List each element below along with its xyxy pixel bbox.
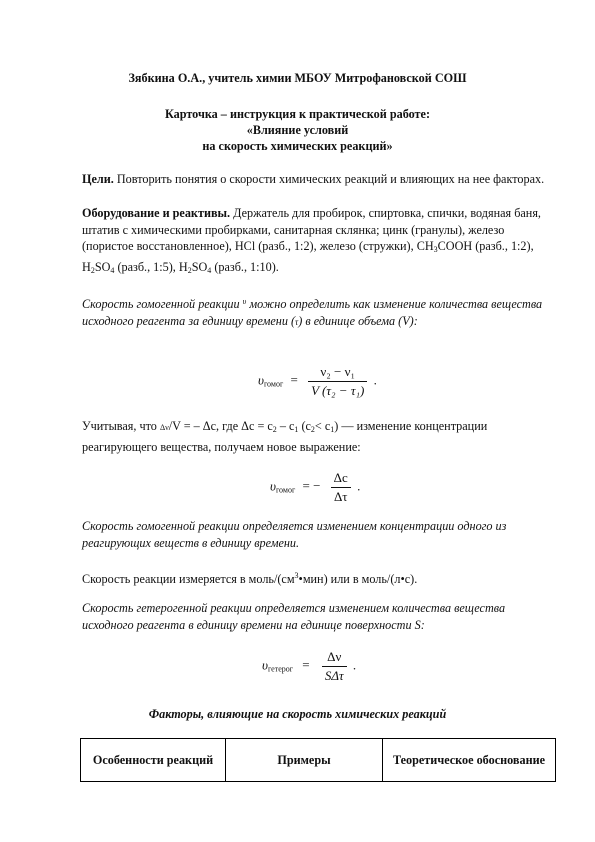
formula2-fraction: $\frac{\Delta c}{\Delta\tau}$: [331, 470, 351, 505]
card-title: Карточка – инструкция к практической работе:: [164, 107, 431, 121]
homogeneous-concentration-statement: Скорость гомогенной реакции определяется изменением концентрации одного из реагирующих веществ в единицу времени.: [82, 519, 507, 550]
author-line: Зябкина О.А., учитель химии МБОУ Митрофановской СОШ: [128, 71, 467, 85]
formula-concentration-rate: $\upsilon_{гомог}$ = − $\frac{\Delta c}{\Delta\tau}$ .: [270, 470, 361, 504]
equipment-label: Оборудование и реактивы.: [82, 206, 231, 220]
column-header-features: Особенности реакций: [81, 739, 226, 782]
velocity-symbol: υ: [242, 297, 247, 306]
factors-table: [80, 738, 556, 782]
goals-text: Повторить понятия о скорости химических реакций и влияющих на нее факторах.: [113, 172, 545, 186]
homogeneous-definition: Скорость гомогенной реакции $^\upsilon$ можно определить как изменение количества вещества исходного реагента за единицу времени (τ) в единице объема (V):: [82, 297, 543, 328]
factors-heading: Факторы, влияющие на скорость химических реакций: [148, 707, 447, 721]
formula-homogeneous-rate: $\upsilon_{гомог}$ = $\frac{\text{ν₂ − ν₁}}{\text{V (τ₂ − τ₁)}}$ .: [258, 364, 377, 398]
equipment-text: Держатель для пробирок, спиртовка, спички, водяная баня, штатив с химическими пробирками, санитарная склянка; цинк (гранулы), железо (пористое восстановленное), HCl (разб., 1:2), железо (стружки), CH: [82, 206, 541, 254]
column-header-examples: Примеры: [226, 739, 383, 782]
formula1-fraction: $\frac{\text{ν₂ − ν₁}}{\text{V (τ₂ − τ₁)}}$: [308, 364, 367, 399]
heterogeneous-definition: Скорость гетерогенной реакции определяется изменением количества вещества исходного реагента в единицу времени на единице поверхности S:: [82, 601, 506, 632]
topic-line-2: на скорость химических реакций»: [202, 139, 393, 153]
column-header-theory: Теоретическое обоснование: [383, 739, 556, 782]
units-statement: Скорость реакции измеряется в моль/$(см^3•мин)$ или в моль/(л•с).: [82, 571, 418, 586]
equipment-paragraph: Оборудование и реактивы. Держатель для пробирок, спиртовка, спички, водяная баня, штатив с химическими пробирками, санитарная склянка; цинк (гранулы), железо (пористое восстановленное), HCl (разб., 1:2), железо (стружки), $CH_3COOH$ (разб., 1:2), $H_2SO_4$ (разб., 1:5), $H_2SO_4$ (разб., 1:10).: [82, 206, 541, 275]
formula-heterogeneous-rate: $\upsilon_{гетерог}$ = $\frac{\Delta\nu}{\text{SΔτ}}$ .: [262, 649, 357, 683]
formula3-fraction: $\frac{\Delta\nu}{\text{SΔτ}}$: [322, 649, 347, 684]
table-header-row: [81, 739, 556, 782]
goals-paragraph: [82, 171, 552, 188]
goals-label: Цели.: [82, 172, 114, 186]
considering-paragraph: Учитывая, что Δν/V = – Δc, где $\Delta c = c_2 - c_1$ $(c_2< c_1)$ — изменение концентрации реагирующего вещества, получаем новое выражение:: [82, 419, 488, 454]
topic-line-1: «Влияние условий: [246, 123, 349, 137]
